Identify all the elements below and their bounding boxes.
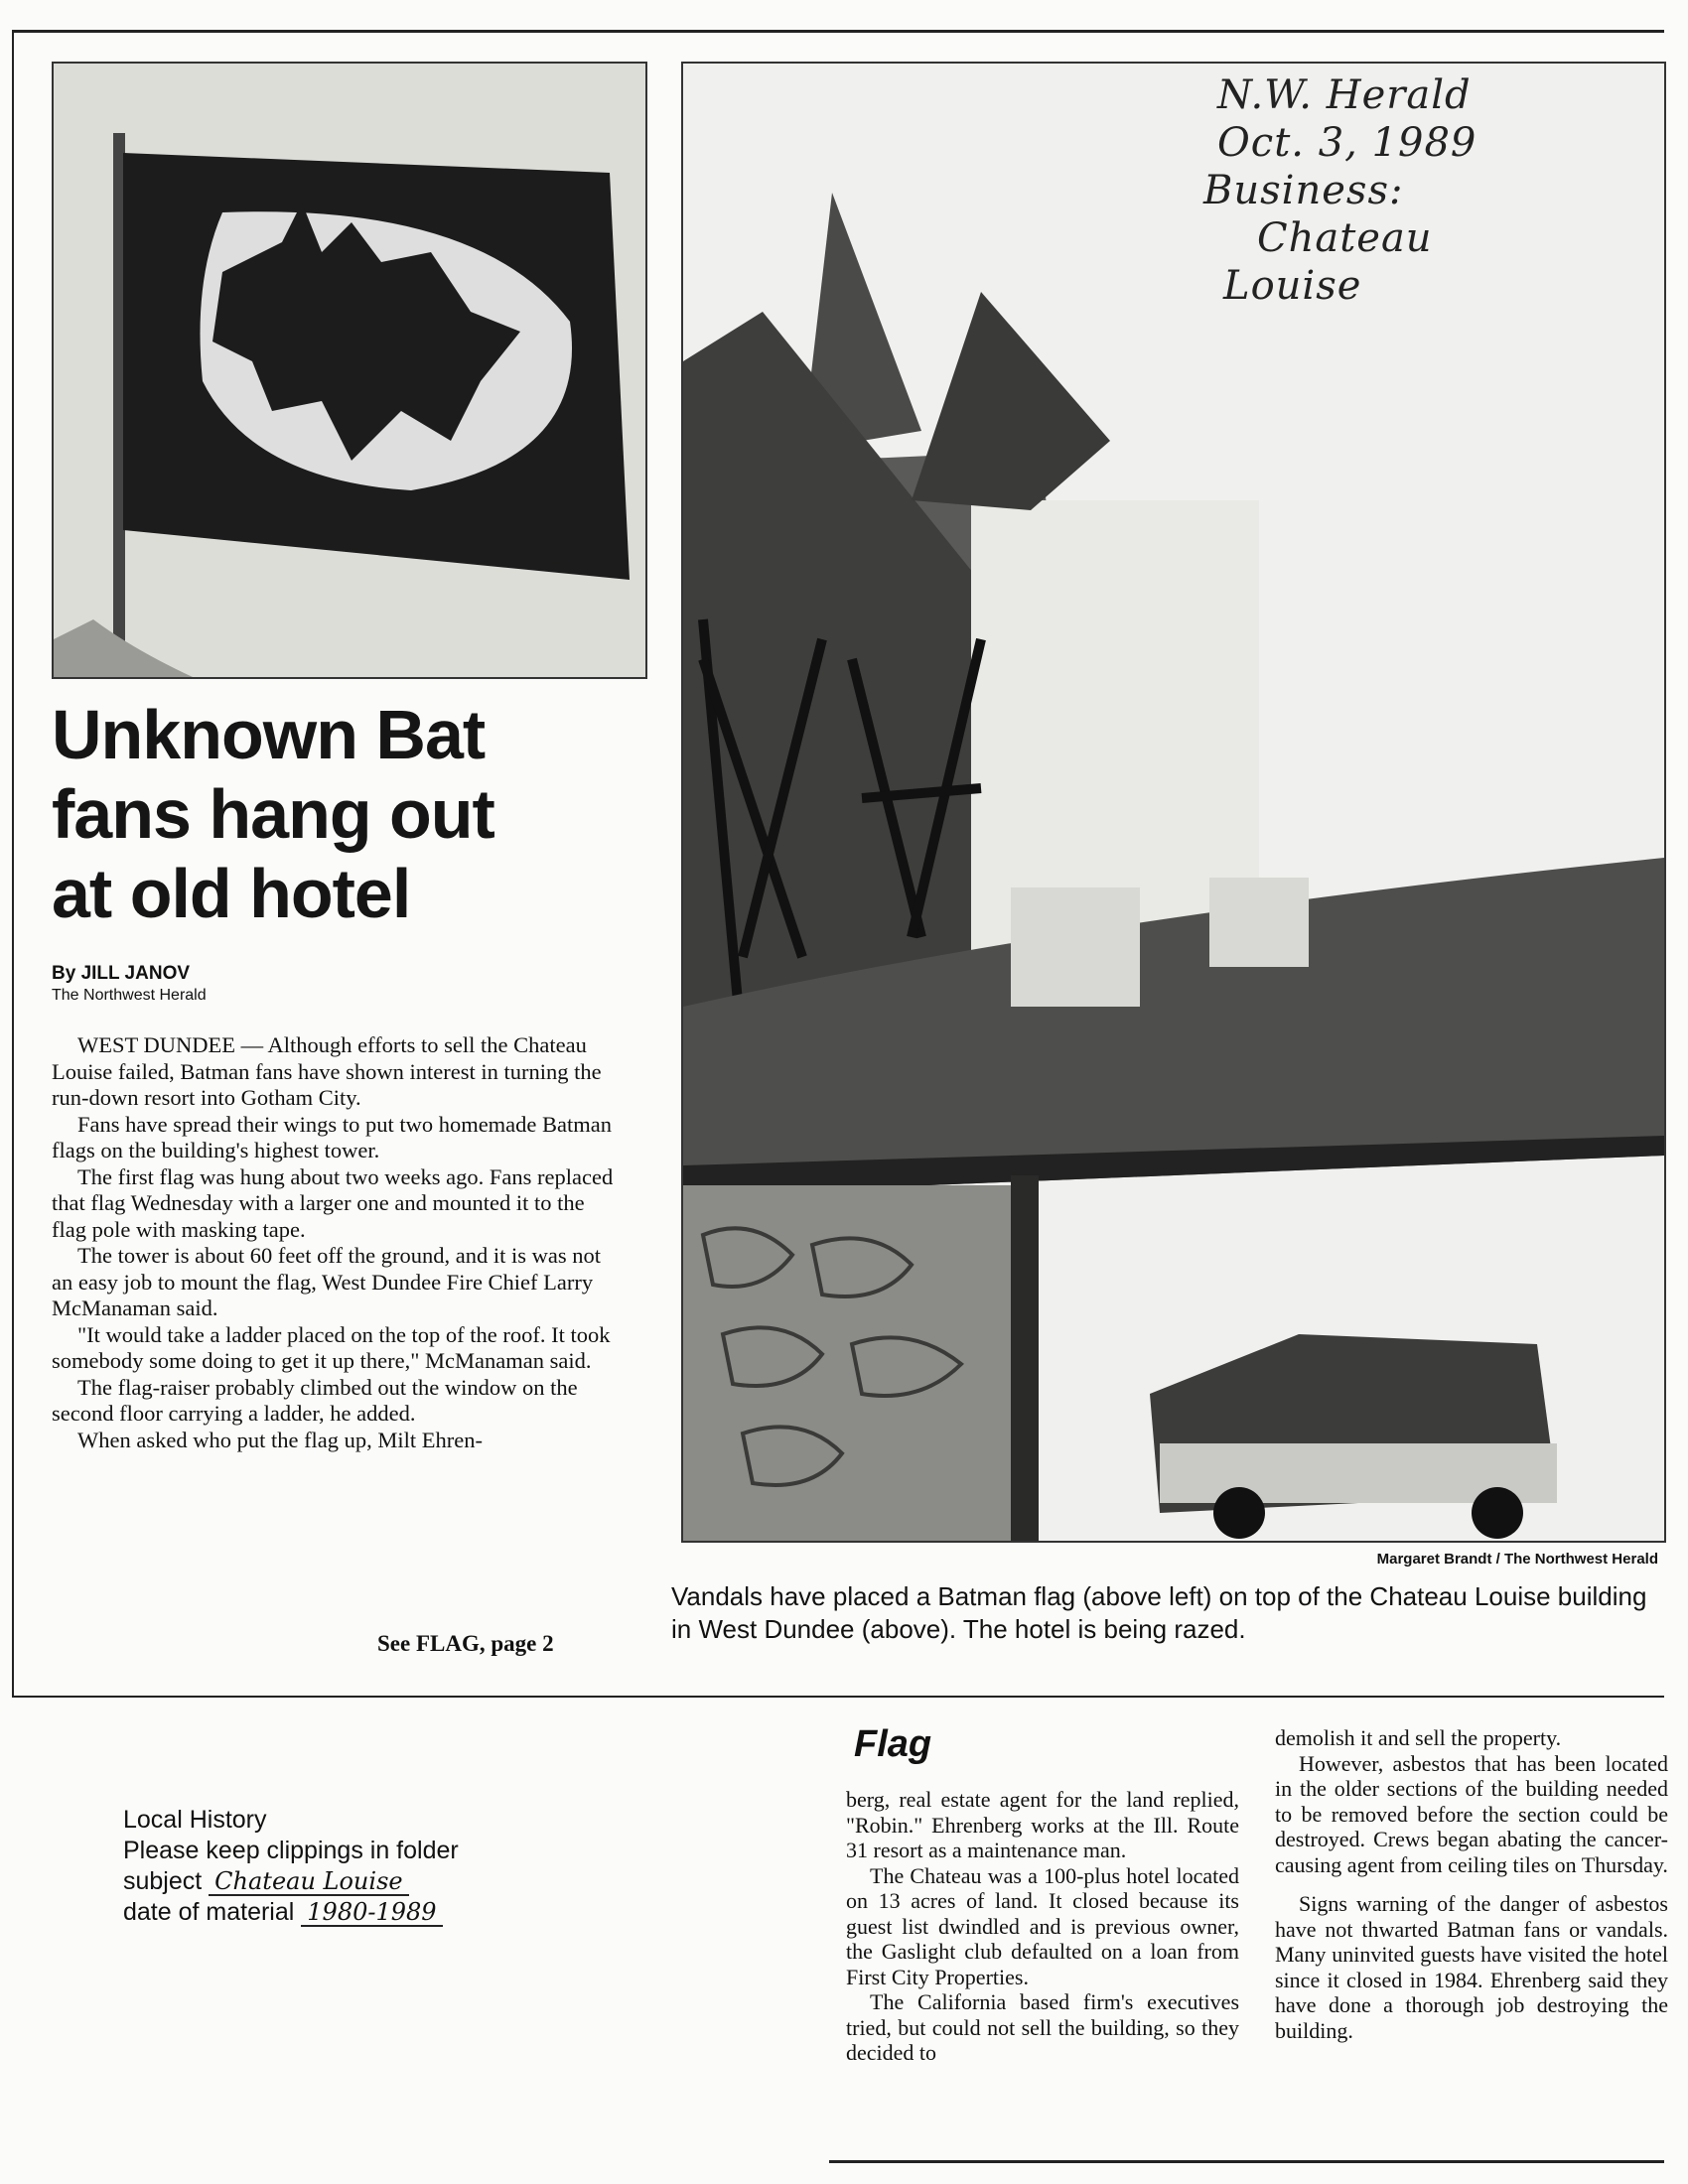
headline-line: fans hang out [52, 775, 494, 853]
hand-line: N.W. Herald [1217, 72, 1472, 118]
jump-paragraph: berg, real estate agent for the land replied, "Robin." Ehrenberg works at the Ill. Route 31 resort as a maintenance man. [846, 1787, 1239, 1862]
jump-paragraph: demolish it and sell the property. [1275, 1725, 1562, 1750]
subject-label: subject [123, 1867, 203, 1895]
headline-line: Unknown Bat [52, 696, 486, 773]
jump-paragraph: Signs warning of the danger of asbestos have not thwarted Batman fans or vandals. Many uninvited guests have visited the hotel since it closed in 1984. Ehrenberg said they have done a thorough job destroying the building. [1275, 1891, 1668, 2043]
flag-illustration [54, 64, 645, 677]
section-divider [12, 1696, 1664, 1698]
article-paragraph: When asked who put the flag up, Milt Ehren- [77, 1427, 484, 1452]
photo-caption: Vandals have placed a Batman flag (above left) on top of the Chateau Louise building in West Dundee (above). The hotel is being razed. [671, 1581, 1647, 1644]
article-paragraph: The flag-raiser probably climbed out the window on the second floor carrying a ladder, he added. [52, 1374, 578, 1426]
photo-credit: Margaret Brandt / The Northwest Herald [1376, 1551, 1658, 1568]
hand-line: Business: [1203, 168, 1404, 213]
article-paragraph: Fans have spread their wings to put two homemade Batman flags on the building's highest tower. [52, 1111, 613, 1162]
bottom-rule [829, 2160, 1664, 2163]
jump-column-1 [846, 1787, 1239, 2066]
archive-note-line: Local History [123, 1806, 267, 1834]
byline [52, 963, 207, 1005]
flag-photo [52, 62, 647, 679]
article-paragraph: The first flag was hung about two weeks ago. Fans replaced that flag Wednesday with a larger one and mounted it to the flag pole with masking tape. [52, 1163, 614, 1242]
article-paragraph: The tower is about 60 feet off the ground, and it is was not an easy job to mount the flag, West Dundee Fire Chief Larry McManaman said. [52, 1243, 601, 1320]
hotel-photo [681, 62, 1666, 1543]
byline-org: The Northwest Herald [52, 987, 207, 1004]
date-value: 1980-1989 [301, 1899, 442, 1927]
handwritten-annotation [1203, 71, 1477, 310]
hand-line: Louise [1223, 263, 1362, 309]
jump-heading: Flag [854, 1723, 932, 1765]
article-body [52, 1032, 623, 1453]
date-label: date of material [123, 1898, 295, 1926]
jump-paragraph: The Chateau was a 100-plus hotel located on 13 acres of land. It closed because its guest list dwindled and is previous owner, the Gaslight club defaulted on a loan from First City Properties. [846, 1862, 1239, 1989]
archive-note [123, 1805, 459, 1928]
archive-date-row [123, 1897, 459, 1928]
top-rule [12, 30, 1664, 33]
jump-paragraph: However, asbestos that has been located in the older sections of the building needed to be removed before the section could be destroyed. Crews began abating the cancer-causing agent from ceiling tiles on Thursday. [1275, 1750, 1668, 1877]
left-rule [12, 30, 14, 1698]
see-also-jump: See FLAG, page 2 [377, 1631, 554, 1656]
headline-line: at old hotel [52, 855, 411, 932]
jump-column-2 [1275, 1725, 1668, 2043]
jump-paragraph: The California based firm's executives tried, but could not sell the building, so they decided to [846, 1989, 1239, 2065]
archive-note-line: Please keep clippings in folder [123, 1837, 459, 1864]
article-paragraph: WEST DUNDEE — Although efforts to sell the Chateau Louise failed, Batman fans have shown interest in turning the run-down resort into Gotham City. [52, 1032, 602, 1110]
byline-author: By JILL JANOV [52, 963, 191, 984]
archive-subject-row [123, 1866, 459, 1897]
subject-value: Chateau Louise [209, 1868, 408, 1896]
hotel-illustration [683, 64, 1664, 1541]
hand-line: Chateau [1257, 215, 1433, 261]
headline [52, 695, 647, 933]
article-paragraph: "It would take a ladder placed on the top of the roof. It took somebody some doing to get it up there," McManaman said. [52, 1321, 611, 1373]
hand-line: Oct. 3, 1989 [1217, 120, 1477, 166]
